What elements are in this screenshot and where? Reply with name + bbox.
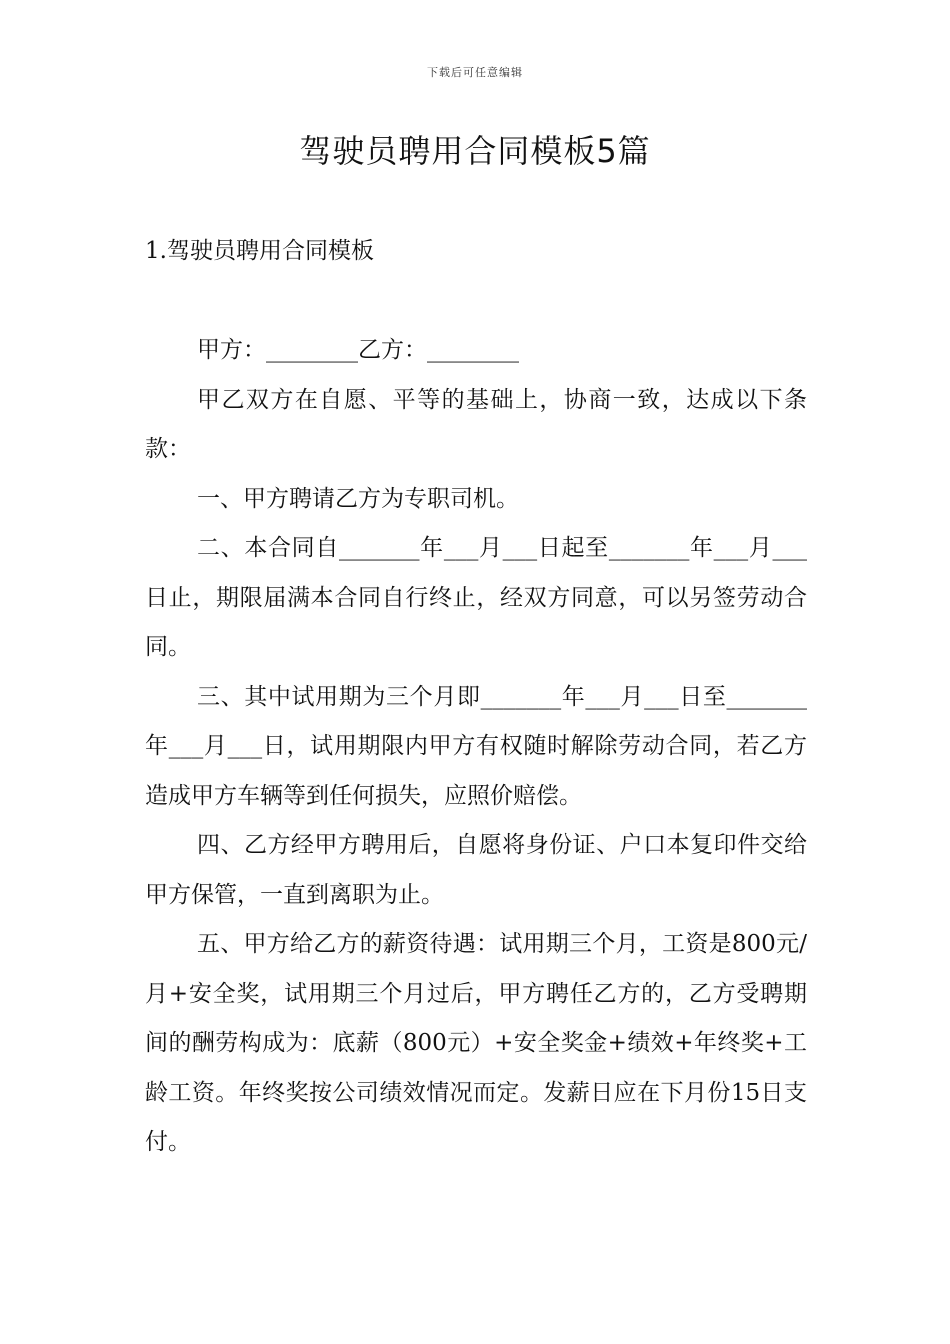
clause-3: 三、其中试用期为三个月即_______年___月___日至_______年___月___日，试用期限内甲方有权随时解除劳动合同，若乙方造成甲方车辆等到任何损失，应照价赔偿。 [145, 683, 807, 809]
clause-2: 二、本合同自_______年___月___日起至_______年___月___日止，期限届满本合同自行终止，经双方同意，可以另签劳动合同。 [145, 535, 807, 660]
clause-1: 一、甲方聘请乙方为专职司机。 [197, 485, 519, 512]
parties-line: 甲方：________乙方：________ [197, 337, 519, 363]
document-title: 驾驶员聘用合同模板5篇 [299, 132, 651, 170]
paragraph-intro: 甲乙双方在自愿、平等的基础上，协商一致，达成以下条款： [145, 386, 807, 462]
section-heading: 1.驾驶员聘用合同模板 [145, 238, 374, 264]
clause-4: 四、乙方经甲方聘用后，自愿将身份证、户口本复印件交给甲方保管，一直到离职为止。 [145, 832, 807, 908]
clause-5: 五、甲方给乙方的薪资待遇：试用期三个月，工资是800元/月+安全奖，试用期三个月过后，甲方聘任乙方的，乙方受聘期间的酬劳构成为：底薪（800元）+安全奖金+绩效+年终奖+工龄工资。年终奖按公司绩效情况而定。发薪日应在下月份15日支付。 [145, 931, 807, 1155]
contract-body [145, 326, 807, 1168]
header-note: 下载后可任意编辑 [427, 66, 523, 79]
